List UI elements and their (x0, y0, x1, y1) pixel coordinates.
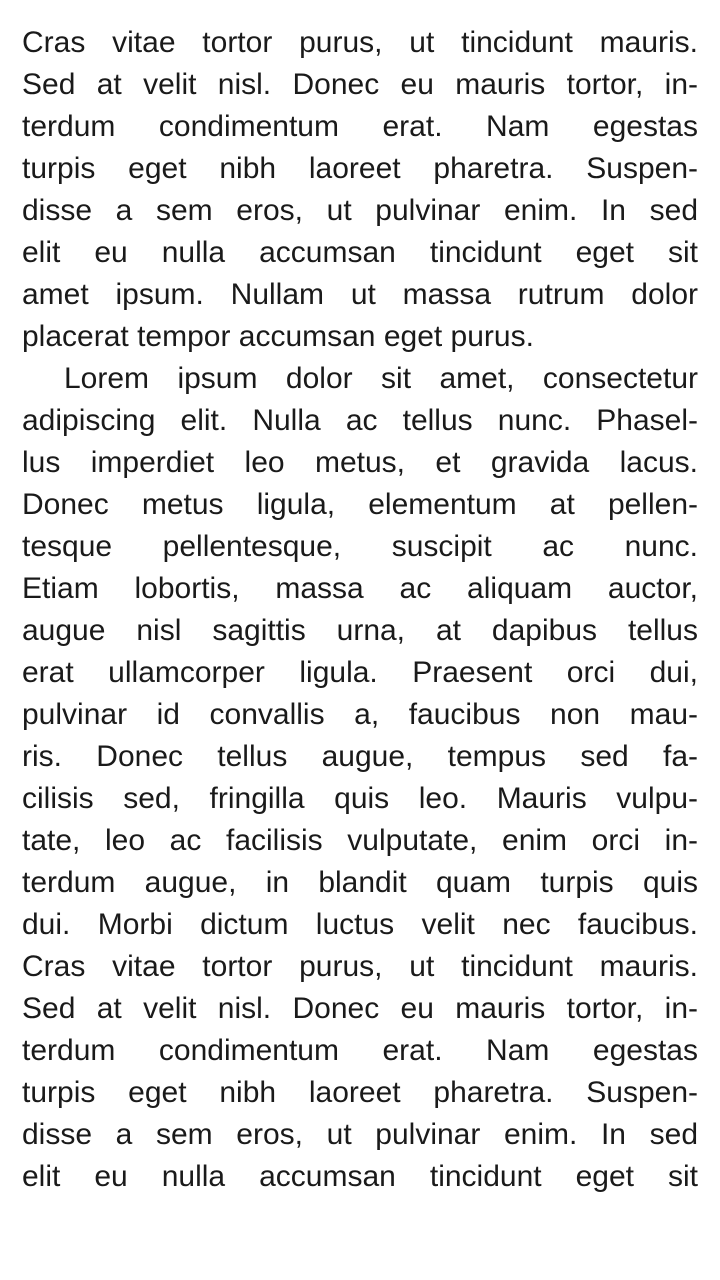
text-line: tate, leo ac facilisis vulputate, enim orci in- (22, 824, 698, 857)
text-line: lus imperdiet leo metus, et gravida lacus. (22, 446, 698, 479)
text-line: Cras vitae tortor purus, ut tincidunt mauris. (22, 950, 698, 983)
reader-page[interactable] (22, 22, 698, 1262)
paragraph-1 (22, 22, 698, 358)
text-line: terdum condimentum erat. Nam egestas (22, 1034, 698, 1067)
text-line: disse a sem eros, ut pulvinar enim. In sed (22, 1118, 698, 1151)
text-line: ris. Donec tellus augue, tempus sed fa- (22, 740, 698, 773)
text-line: Etiam lobortis, massa ac aliquam auctor, (22, 572, 698, 605)
text-line: placerat tempor accumsan eget purus. (22, 320, 534, 353)
text-line: disse a sem eros, ut pulvinar enim. In sed (22, 194, 698, 227)
text-line: Sed at velit nisl. Donec eu mauris tortor, in- (22, 992, 698, 1025)
text-line: elit eu nulla accumsan tincidunt eget sit (22, 236, 698, 269)
text-line: Sed at velit nisl. Donec eu mauris tortor, in- (22, 68, 698, 101)
text-line: adipiscing elit. Nulla ac tellus nunc. Phasel- (22, 404, 698, 437)
text-line: erat ullamcorper ligula. Praesent orci dui, (22, 656, 698, 689)
text-line: elit eu nulla accumsan tincidunt eget sit (22, 1160, 698, 1193)
text-line: Lorem ipsum dolor sit amet, consectetur (64, 362, 698, 395)
paragraph-2 (22, 358, 698, 1198)
text-line: dui. Morbi dictum luctus velit nec faucibus. (22, 908, 698, 941)
text-line: terdum augue, in blandit quam turpis quis (22, 866, 698, 899)
text-line: pulvinar id convallis a, faucibus non mau- (22, 698, 698, 731)
text-line: turpis eget nibh laoreet pharetra. Suspen- (22, 1076, 698, 1109)
text-line: Cras vitae tortor purus, ut tincidunt mauris. (22, 26, 698, 59)
text-line: amet ipsum. Nullam ut massa rutrum dolor (22, 278, 698, 311)
text-line: augue nisl sagittis urna, at dapibus tellus (22, 614, 698, 647)
text-line: turpis eget nibh laoreet pharetra. Suspen- (22, 152, 698, 185)
text-line: cilisis sed, fringilla quis leo. Mauris vulpu- (22, 782, 698, 815)
text-line: tesque pellentesque, suscipit ac nunc. (22, 530, 698, 563)
text-line: terdum condimentum erat. Nam egestas (22, 110, 698, 143)
text-line: Donec metus ligula, elementum at pellen- (22, 488, 698, 521)
